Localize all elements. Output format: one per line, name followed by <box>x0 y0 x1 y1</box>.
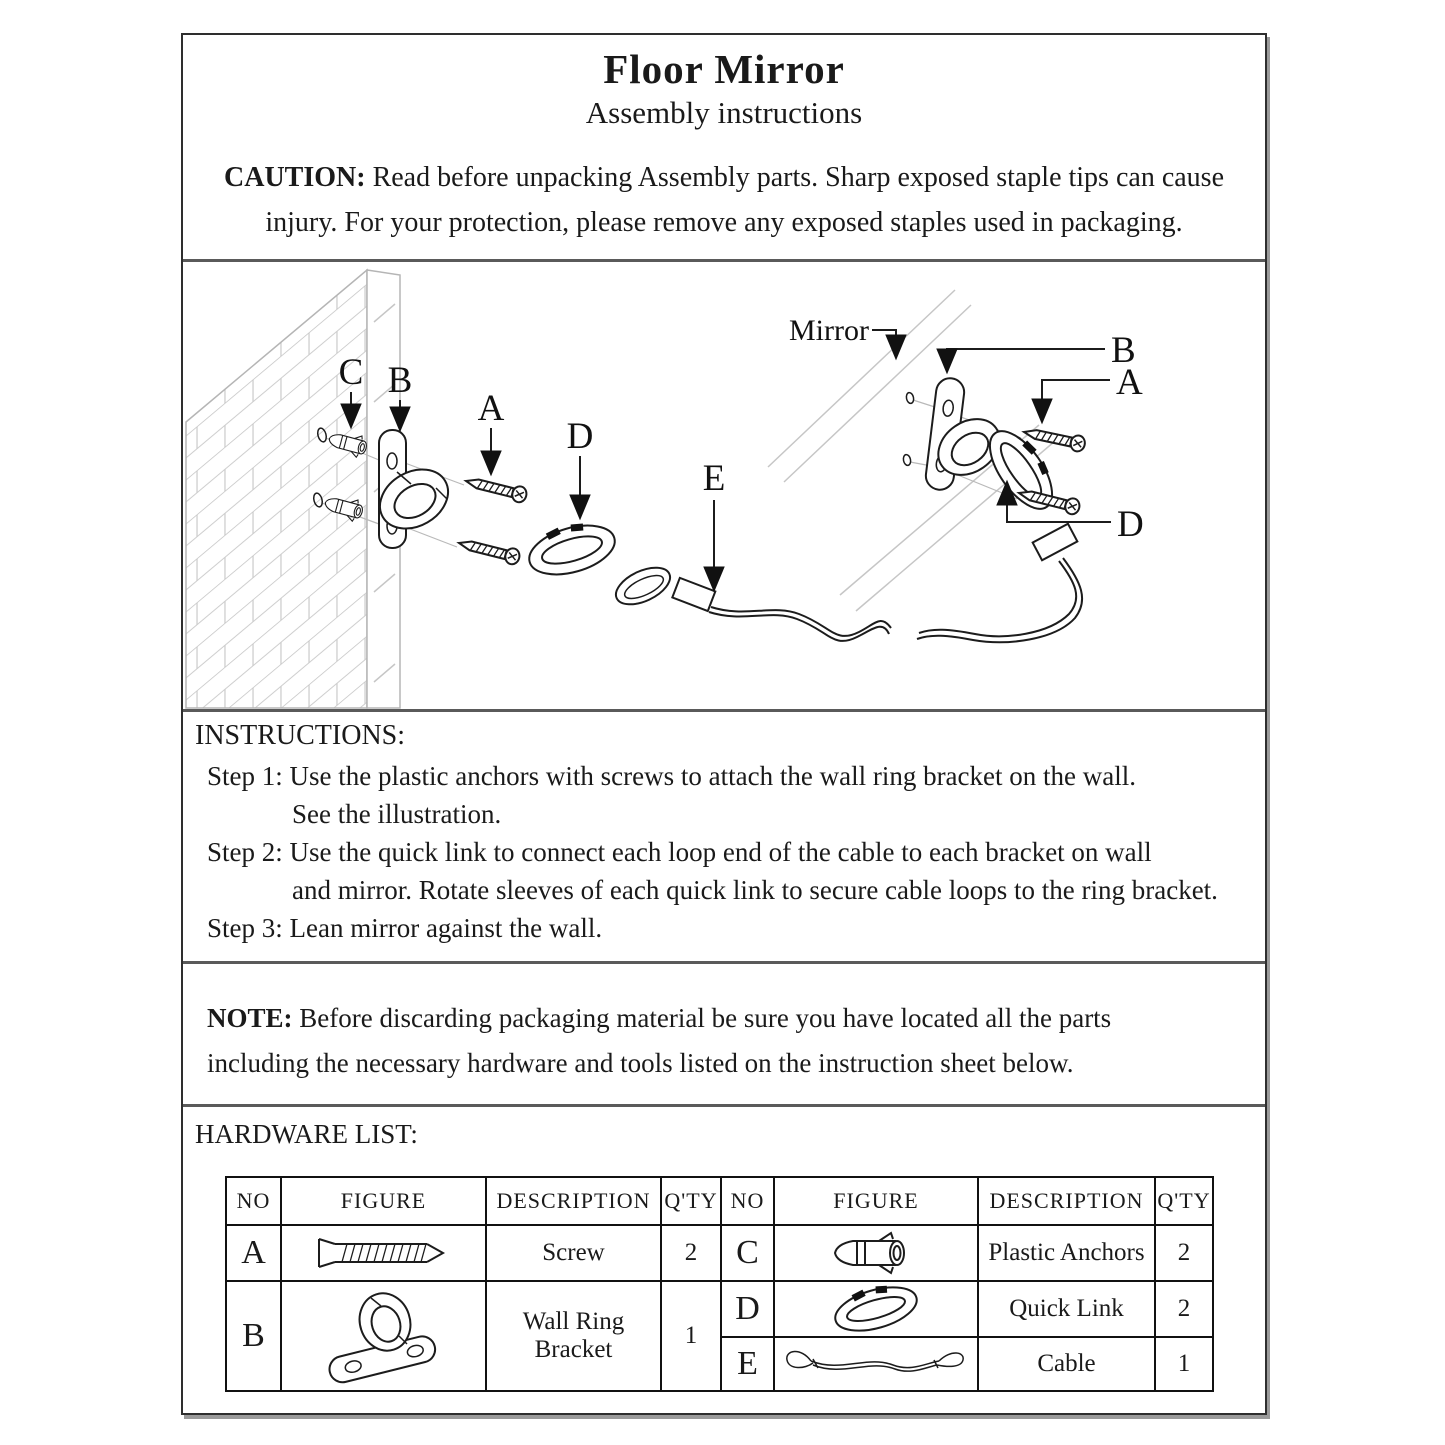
caution-label: CAUTION: <box>224 162 366 193</box>
qty-quick-link: 2 <box>1155 1281 1213 1337</box>
col-no-right: NO <box>721 1177 774 1225</box>
instructions-section <box>183 712 1265 964</box>
label-b: B <box>387 360 413 401</box>
table-row-b-d <box>226 1281 1213 1337</box>
caution-text-1: Read before unpacking Assembly parts. Sharp exposed staple tips can cause <box>372 162 1224 193</box>
figure-cell-cable <box>774 1337 978 1391</box>
quick-link-figure <box>820 1282 932 1336</box>
label-d: D <box>566 416 594 457</box>
part-no-d: D <box>721 1281 774 1337</box>
cable-figure <box>781 1341 971 1387</box>
label-a-right: A <box>1116 362 1143 403</box>
mirror-hole-bottom <box>902 454 911 466</box>
label-mirror: Mirror <box>789 314 869 347</box>
figure-cell-screw <box>281 1225 486 1281</box>
label-a: A <box>477 388 505 429</box>
label-b-right: B <box>1111 330 1136 371</box>
qty-cable: 1 <box>1155 1337 1213 1391</box>
col-description-left: DESCRIPTION <box>486 1177 661 1225</box>
qty-bracket: 1 <box>661 1281 721 1391</box>
description-screw: Screw <box>486 1225 661 1281</box>
brick-wall-illustration <box>186 270 400 708</box>
hardware-table <box>225 1176 1214 1392</box>
col-figure-left: FIGURE <box>281 1177 486 1225</box>
hardware-heading: HARDWARE LIST: <box>195 1119 418 1149</box>
instructions-heading: INSTRUCTIONS: <box>195 720 406 751</box>
screw-left-bottom <box>457 535 521 566</box>
col-qty-right: Q'TY <box>1155 1177 1213 1225</box>
step-1-line-1: Step 1: Use the plastic anchors with screws to attach the wall ring bracket on the wall. <box>207 761 1136 791</box>
hardware-header-row <box>226 1177 1213 1225</box>
note-label: NOTE: <box>207 1003 293 1033</box>
note-line-2: including the necessary hardware and tools listed on the instruction sheet below. <box>207 1048 1074 1078</box>
hardware-section <box>183 1107 1265 1417</box>
diagram-section <box>183 262 1265 712</box>
assembly-diagram <box>183 262 1265 709</box>
step-1-line-2: See the illustration. <box>292 799 502 829</box>
table-row-a-c <box>226 1225 1213 1281</box>
page-subtitle: Assembly instructions <box>585 95 863 130</box>
figure-cell-bracket <box>281 1281 486 1391</box>
part-no-c: C <box>721 1225 774 1281</box>
description-plastic-anchor: Plastic Anchors <box>978 1225 1155 1281</box>
figure-cell-quick-link <box>774 1281 978 1337</box>
caution-line-2: injury. For your protection, please remove any exposed staples used in packaging. <box>265 207 1183 238</box>
step-3-line-1: Step 3: Lean mirror against the wall. <box>207 913 603 943</box>
part-no-b: B <box>226 1281 281 1391</box>
caution-line-1 <box>213 155 1235 200</box>
figure-cell-plastic-anchor <box>774 1225 978 1281</box>
note-text-1: Before discarding packaging material be sure you have located all the parts <box>299 1003 1112 1033</box>
part-no-a: A <box>226 1225 281 1281</box>
header-section <box>183 35 1265 262</box>
col-description-right: DESCRIPTION <box>978 1177 1155 1225</box>
cable-left <box>610 560 891 641</box>
note-line-1 <box>207 996 1265 1041</box>
plastic-anchor-figure <box>821 1229 931 1277</box>
note-section <box>183 964 1265 1107</box>
mirror-hole-top <box>905 392 914 404</box>
qty-screw: 2 <box>661 1225 721 1281</box>
caution-paragraph <box>183 155 1265 245</box>
wall-ring-bracket-figure <box>319 1284 449 1388</box>
col-qty-left: Q'TY <box>661 1177 721 1225</box>
screw-left-top <box>464 473 528 504</box>
screw-figure <box>309 1233 459 1273</box>
step-2-line-1: Step 2: Use the quick link to connect each loop end of the cable to each bracket on wall <box>207 837 1152 867</box>
instruction-sheet <box>181 33 1267 1415</box>
description-cable: Cable <box>978 1337 1155 1391</box>
cable-right <box>917 524 1082 642</box>
label-c: C <box>338 352 364 393</box>
label-d-right: D <box>1117 504 1144 545</box>
label-e: E <box>702 458 726 499</box>
col-figure-right: FIGURE <box>774 1177 978 1225</box>
description-bracket: Wall Ring Bracket <box>486 1281 661 1391</box>
step-2-line-2: and mirror. Rotate sleeves of each quick link to secure cable loops to the ring bracket. <box>292 875 1218 905</box>
col-no-left: NO <box>226 1177 281 1225</box>
page-title: Floor Mirror <box>603 46 845 92</box>
part-no-e: E <box>721 1337 774 1391</box>
qty-plastic-anchor: 2 <box>1155 1225 1213 1281</box>
description-quick-link: Quick Link <box>978 1281 1155 1337</box>
quick-link-left <box>524 517 621 584</box>
